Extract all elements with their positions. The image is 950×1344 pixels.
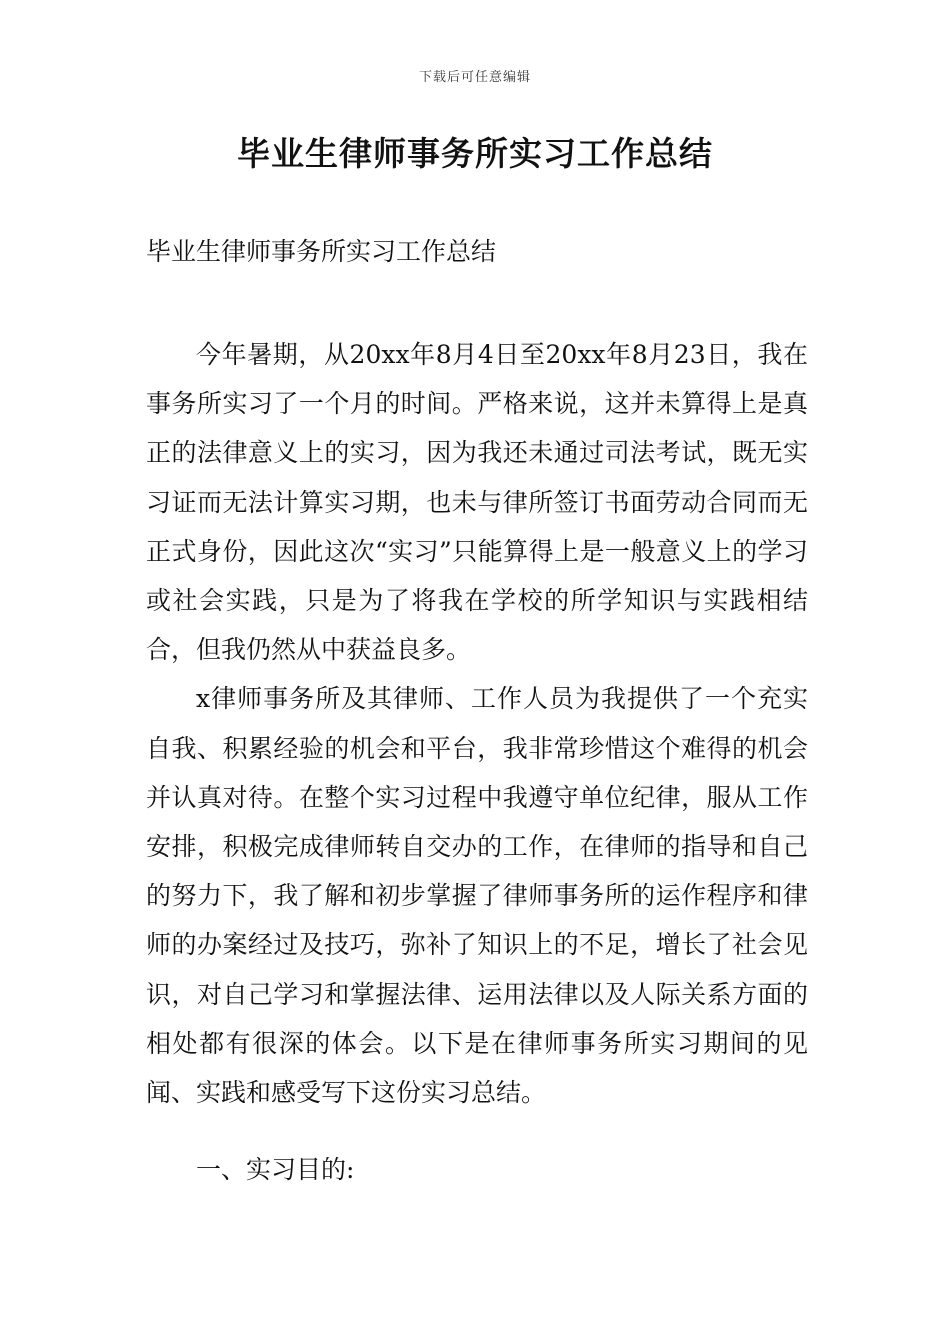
paragraph-1: 今年暑期，从20xx年8月4日至20xx年8月23日，我在事务所实习了一个月的时间。严格来说，这并未算得上是真正的法律意义上的实习，因为我还未通过司法考试，既无实习证而无法计算实习期，也未与律所签订书面劳动合同而无正式身份，因此这次“实习”只能算得上是一般意义上的学习或社会实践，只是为了将我在学校的所学知识与实践相结合，但我仍然从中获益良多。: [146, 340, 808, 665]
page-title: 毕业生律师事务所实习工作总结: [237, 134, 713, 173]
header-note: 下载后可任意编辑: [418, 70, 531, 85]
document-body: [146, 330, 808, 1117]
section-heading: 一、实习目的:: [196, 1155, 355, 1184]
document-subtitle: 毕业生律师事务所实习工作总结: [146, 237, 497, 266]
paragraph-2: x律师事务所及其律师、工作人员为我提供了一个充实自我、积累经验的机会和平台，我非常珍惜这个难得的机会并认真对待。在整个实习过程中我遵守单位纪律，服从工作安排，积极完成律师转自交办的工作，在律师的指导和自己的努力下，我了解和初步掌握了律师事务所的运作程序和律师的办案经过及技巧，弥补了知识上的不足，增长了社会见识，对自己学习和掌握法律、运用法律以及人际关系方面的相处都有很深的体会。以下是在律师事务所实习期间的见闻、实践和感受写下这份实习总结。: [146, 684, 808, 1108]
